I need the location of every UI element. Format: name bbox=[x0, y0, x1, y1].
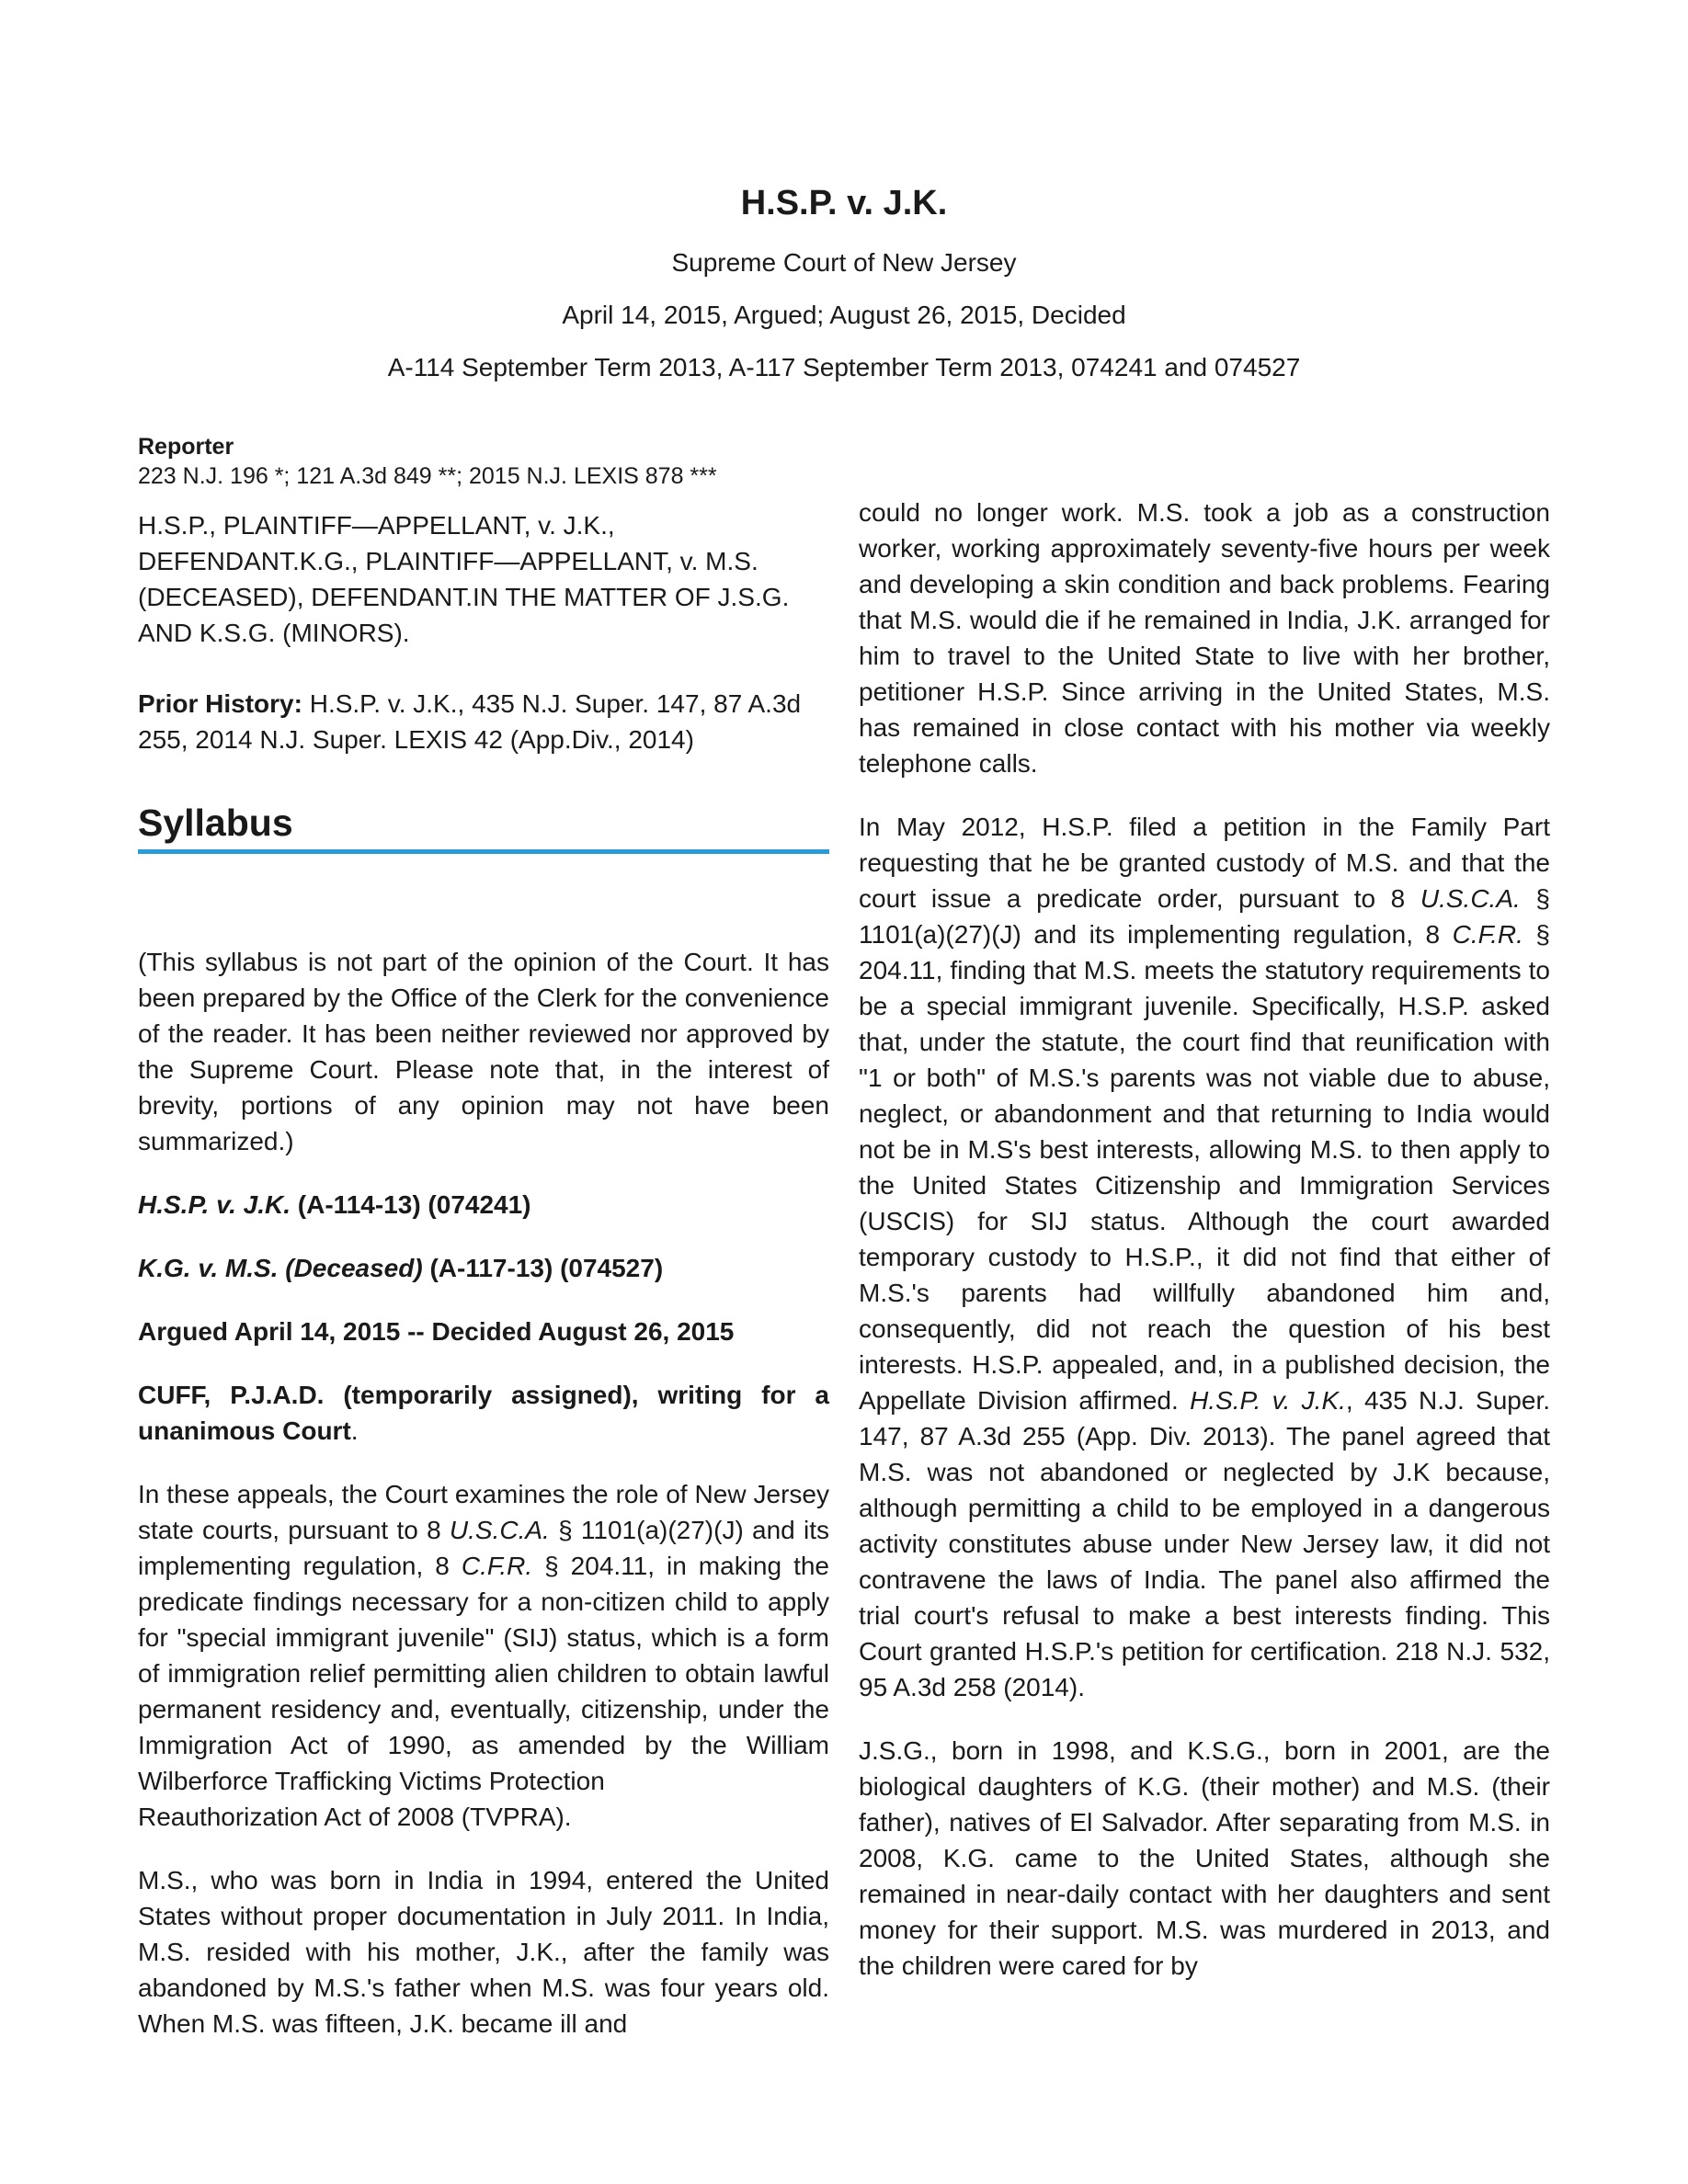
prior-history-label: Prior History: bbox=[138, 689, 302, 718]
p1-text-a: In these appeals, the Court examines the role of New Jersey state courts, pursuant to 8 bbox=[138, 1480, 829, 1544]
right-paragraph-2 bbox=[859, 809, 1550, 1705]
p1-text-c: § 204.11, in making the predicate findings necessary for a non-citizen child to apply for "special immigrant juvenile" (SIJ) status, which is a form of immigration relief permitting alien children to obtain lawful permanent residency and, eventually, citizenship, under the Immigration Act of 1990, as amended by the William Wilberforce Trafficking Victims Protection bbox=[138, 1552, 829, 1795]
syllabus-disclaimer: (This syllabus is not part of the opinion of the Court. It has been prepared by the Office of the Clerk for the convenience of the reader. It has been neither reviewed nor approved by the Supreme Court. Please note that, in the interest of brevity, portions of any opinion may not have been summarized.) bbox=[138, 948, 829, 1155]
right-paragraph-1: could no longer work. M.S. took a job as a construction worker, working approximately seventy-five hours per week and developing a skin condition and back problems. Fearing that M.S. would die if he remained in India, J.K. arranged for him to travel to the United State to live with her brother, petitioner H.S.P. Since arriving in the United States, M.S. has remained in close contact with his mother via weekly telephone calls. bbox=[859, 498, 1550, 778]
syllabus-paragraph-2: M.S., who was born in India in 1994, entered the United States without proper documentation in July 2011. In India, M.S. resided with his mother, J.K., after the family was abandoned by M.S.'s father when M.S. was four years old. When M.S. was fifteen, J.K. became ill and bbox=[138, 1866, 829, 2038]
case2-name: K.G. v. M.S. (Deceased) bbox=[138, 1254, 423, 1282]
prior-history-text: H.S.P. v. J.K., 435 N.J. Super. 147, 87 A.3d 255, 2014 N.J. Super. LEXIS 42 (App.Div., 2014) bbox=[138, 689, 802, 754]
reporter-citation: 223 N.J. 196 *; 121 A.3d 849 **; 2015 N.J. LEXIS 878 *** bbox=[138, 463, 717, 489]
case-dates: April 14, 2015, Argued; August 26, 2015, Decided bbox=[562, 301, 1126, 329]
prior-history bbox=[138, 686, 829, 757]
rp2-text-c: § 204.11, finding that M.S. meets the statutory requirements to be a special immigrant juvenile. Specifically, H.S.P. asked that, under the statute, the court find that reunification with "1 or both" of M.S.'s parents was not viable due to abuse, neglect, or abandonment and that returning to India would not be in M.S's best interests, allowing M.S. to then apply to the United States Citizenship and Immigration Services (USCIS) for SIJ status. Although the court awarded temporary custody to H.S.P., it did not find that either of M.S.'s parents had willfully abandoned him and, consequently, did not reach the question of his best interests. H.S.P. appealed, and, in a published decision, the Appellate Division affirmed. bbox=[859, 920, 1550, 1415]
rp2-cfr: C.F.R. bbox=[1452, 920, 1523, 949]
case2-docket: (A-117-13) (074527) bbox=[422, 1254, 664, 1282]
rp2-usca: U.S.C.A. bbox=[1420, 884, 1521, 913]
right-paragraph-3: J.S.G., born in 1998, and K.S.G., born in 2001, are the biological daughters of K.G. (their mother) and M.S. (their father), natives of El Salvador. After separating from M.S. in 2008, K.G. came to the United States, although she remained in near-daily contact with her daughters and sent money for their support. M.S. was murdered in 2013, and the children were cared for by bbox=[859, 1736, 1550, 1980]
case-caption-1 bbox=[138, 1187, 829, 1223]
author-line bbox=[138, 1377, 829, 1449]
syllabus-paragraph-1-end: Reauthorization Act of 2008 (TVPRA). bbox=[138, 1803, 572, 1831]
syllabus-paragraph-1 bbox=[138, 1476, 829, 1799]
rp2-text-d: , 435 N.J. Super. 147, 87 A.3d 255 (App. Div. 2013). The panel agreed that M.S. was not abandoned or neglected by J.K because, although permitting a child to be employed in a dangerous activity constitutes abuse under New Jersey law, it did not contravene the laws of India. The panel also affirmed the trial court's refusal to make a best interests finding. This Court granted H.S.P.'s petition for certification. 218 N.J. 532, 95 A.3d 258 (2014). bbox=[859, 1386, 1550, 1701]
author-tail: . bbox=[350, 1416, 359, 1445]
left-column bbox=[138, 432, 829, 2042]
court-name: Supreme Court of New Jersey bbox=[671, 248, 1017, 277]
case1-docket: (A-114-13) (074241) bbox=[291, 1190, 531, 1219]
rp2-text-b: § 1101(a)(27)(J) and its implementing regulation, 8 bbox=[859, 884, 1550, 949]
docket-numbers: A-114 September Term 2013, A-117 September Term 2013, 074241 and 074527 bbox=[387, 353, 1301, 381]
argued-decided: Argued April 14, 2015 -- Decided August 26, 2015 bbox=[138, 1317, 735, 1346]
rp2-text-a: In May 2012, H.S.P. filed a petition in the Family Part requesting that he be granted custody of M.S. and that the court issue a predicate order, pursuant to 8 bbox=[859, 813, 1550, 913]
reporter-label: Reporter bbox=[138, 434, 234, 460]
syllabus-heading: Syllabus bbox=[138, 802, 829, 854]
rp2-case-cite: H.S.P. v. J.K. bbox=[1190, 1386, 1346, 1415]
p1-text-b: § 1101(a)(27)(J) and its implementing regulation, 8 bbox=[138, 1516, 830, 1580]
case-header bbox=[0, 184, 1688, 404]
right-column bbox=[859, 495, 1550, 1984]
parties: H.S.P., PLAINTIFF—APPELLANT, v. J.K., DEFENDANT.K.G., PLAINTIFF—APPELLANT, v. M.S. (DECEASED), DEFENDANT.IN THE MATTER OF J.S.G. AND K.S.G. (MINORS). bbox=[138, 511, 790, 647]
p1-cfr: C.F.R. bbox=[461, 1552, 533, 1580]
p1-usca: U.S.C.A. bbox=[449, 1516, 550, 1544]
case1-name: H.S.P. v. J.K. bbox=[138, 1190, 291, 1219]
case-caption-2 bbox=[138, 1250, 829, 1286]
author-bold: CUFF, P.J.A.D. (temporarily assigned), writing for a unanimous Court bbox=[138, 1381, 829, 1445]
case-title: H.S.P. v. J.K. bbox=[740, 184, 948, 222]
